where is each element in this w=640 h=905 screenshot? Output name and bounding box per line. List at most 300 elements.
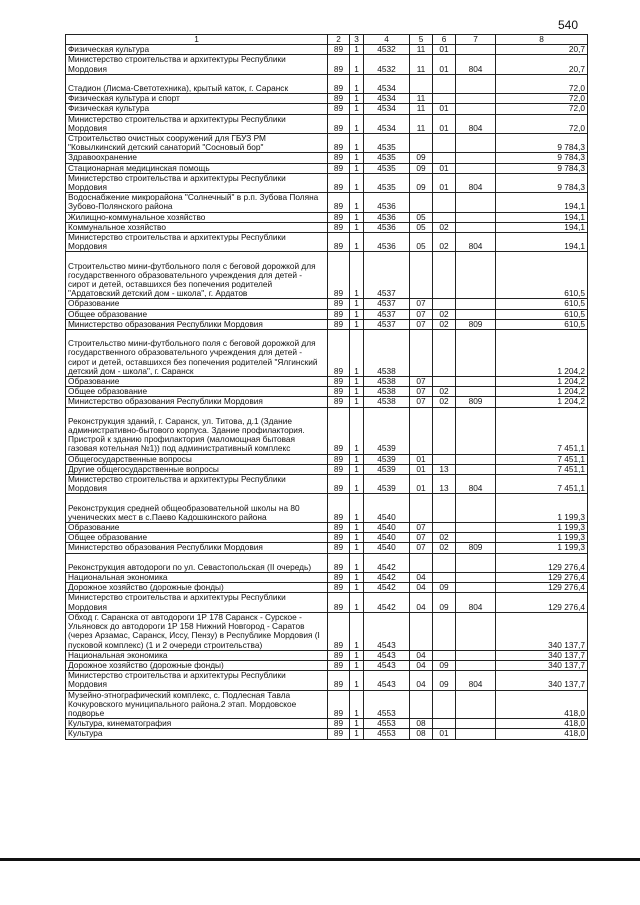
row-subsection: 13 <box>433 475 456 494</box>
row-ministry-code: 804 <box>456 593 496 612</box>
row-subsection: 01 <box>433 173 456 192</box>
row-name: Министерство образования Республики Мордовия <box>66 543 328 553</box>
row-code-3: 1 <box>350 729 364 739</box>
row-name: Общее образование <box>66 309 328 319</box>
row-code-3: 1 <box>350 104 364 114</box>
row-ministry-code <box>456 45 496 55</box>
row-code-2: 89 <box>328 650 350 660</box>
row-name: Министерство строительства и архитектуры Республики Мордовия <box>66 233 328 252</box>
row-ministry-code <box>456 690 496 719</box>
row-name: Дорожное хозяйство (дорожные фонды) <box>66 660 328 670</box>
row-code-3: 1 <box>350 543 364 553</box>
row-ministry-code <box>456 387 496 397</box>
row-subsection <box>433 407 456 454</box>
row-subsection: 01 <box>433 55 456 74</box>
row-subsection: 01 <box>433 114 456 133</box>
row-code-2: 89 <box>328 583 350 593</box>
page-number: 540 <box>558 18 579 32</box>
row-section <box>410 74 433 93</box>
row-subsection: 09 <box>433 593 456 612</box>
row-amount: 7 451,1 <box>496 407 588 454</box>
row-subsection: 09 <box>433 671 456 690</box>
row-code-2: 89 <box>328 454 350 464</box>
row-code-3: 1 <box>350 690 364 719</box>
row-target-code: 4534 <box>364 114 410 133</box>
row-ministry-code <box>456 104 496 114</box>
row-ministry-code: 804 <box>456 114 496 133</box>
row-code-3: 1 <box>350 650 364 660</box>
table-row <box>66 233 588 252</box>
row-amount: 1 199,3 <box>496 533 588 543</box>
row-code-2: 89 <box>328 319 350 329</box>
row-code-2: 89 <box>328 464 350 474</box>
row-name: Культура <box>66 729 328 739</box>
row-target-code: 4534 <box>364 94 410 104</box>
row-code-2: 89 <box>328 330 350 377</box>
row-section: 01 <box>410 454 433 464</box>
row-code-3: 1 <box>350 299 364 309</box>
row-target-code: 4536 <box>364 233 410 252</box>
row-amount: 610,5 <box>496 309 588 319</box>
row-ministry-code <box>456 212 496 222</box>
row-amount: 20,7 <box>496 55 588 74</box>
row-name: Строительство мини-футбольного поля с беговой дорожкой для государственного образовательного учреждения для детей - сирот и детей, оставшихся без попечения родителей "Ардатовский детский дом - школа", г. Ардатов <box>66 252 328 299</box>
row-code-2: 89 <box>328 309 350 319</box>
row-name: Реконструкция автодороги по ул. Севастопольская (II очередь) <box>66 553 328 572</box>
row-name: Министерство строительства и архитектуры Республики Мордовия <box>66 173 328 192</box>
row-ministry-code <box>456 163 496 173</box>
row-subsection <box>433 252 456 299</box>
table-header-row <box>66 35 588 45</box>
table-row <box>66 163 588 173</box>
row-section: 05 <box>410 212 433 222</box>
row-target-code: 4553 <box>364 729 410 739</box>
column-header: 6 <box>433 35 456 45</box>
row-code-3: 1 <box>350 583 364 593</box>
row-ministry-code <box>456 573 496 583</box>
column-header: 5 <box>410 35 433 45</box>
table-row <box>66 299 588 309</box>
row-section: 08 <box>410 729 433 739</box>
row-target-code: 4538 <box>364 330 410 377</box>
row-code-2: 89 <box>328 494 350 523</box>
table-row <box>66 330 588 377</box>
row-name: Реконструкция средней общеобразовательной школы на 80 ученических мест в с.Паево Кадошкинского района <box>66 494 328 523</box>
table-row <box>66 94 588 104</box>
row-subsection: 09 <box>433 660 456 670</box>
row-name: Физическая культура и спорт <box>66 94 328 104</box>
row-amount: 7 451,1 <box>496 475 588 494</box>
row-target-code: 4534 <box>364 74 410 93</box>
row-amount: 194,1 <box>496 212 588 222</box>
table-row <box>66 660 588 670</box>
row-amount: 340 137,7 <box>496 612 588 650</box>
row-target-code: 4543 <box>364 650 410 660</box>
row-section: 07 <box>410 309 433 319</box>
row-subsection <box>433 330 456 377</box>
row-amount: 72,0 <box>496 104 588 114</box>
table-row <box>66 671 588 690</box>
row-amount: 610,5 <box>496 319 588 329</box>
row-amount: 72,0 <box>496 94 588 104</box>
row-amount: 1 199,3 <box>496 543 588 553</box>
table-row <box>66 309 588 319</box>
row-code-3: 1 <box>350 475 364 494</box>
row-amount: 9 784,3 <box>496 134 588 153</box>
row-code-2: 89 <box>328 163 350 173</box>
row-section: 07 <box>410 299 433 309</box>
row-subsection: 01 <box>433 45 456 55</box>
table-row <box>66 729 588 739</box>
row-ministry-code <box>456 377 496 387</box>
row-subsection <box>433 523 456 533</box>
table-row <box>66 543 588 553</box>
row-code-2: 89 <box>328 299 350 309</box>
row-name: Министерство строительства и архитектуры Республики Мордовия <box>66 55 328 74</box>
row-ministry-code <box>456 299 496 309</box>
row-ministry-code <box>456 222 496 232</box>
row-target-code: 4540 <box>364 523 410 533</box>
table-row <box>66 553 588 572</box>
row-code-3: 1 <box>350 523 364 533</box>
row-ministry-code <box>456 309 496 319</box>
row-target-code: 4539 <box>364 454 410 464</box>
column-header: 7 <box>456 35 496 45</box>
column-header: 8 <box>496 35 588 45</box>
row-ministry-code <box>456 533 496 543</box>
row-target-code: 4542 <box>364 553 410 572</box>
row-code-2: 89 <box>328 233 350 252</box>
row-section: 05 <box>410 233 433 252</box>
row-subsection <box>433 612 456 650</box>
row-code-3: 1 <box>350 74 364 93</box>
table-row <box>66 690 588 719</box>
table-row <box>66 464 588 474</box>
row-target-code: 4543 <box>364 660 410 670</box>
row-amount: 129 276,4 <box>496 583 588 593</box>
row-code-2: 89 <box>328 671 350 690</box>
row-name: Общее образование <box>66 533 328 543</box>
row-amount: 7 451,1 <box>496 454 588 464</box>
row-section: 08 <box>410 719 433 729</box>
row-code-2: 89 <box>328 387 350 397</box>
row-name: Другие общегосударственные вопросы <box>66 464 328 474</box>
row-subsection <box>433 494 456 523</box>
row-section: 07 <box>410 377 433 387</box>
row-ministry-code <box>456 660 496 670</box>
row-code-2: 89 <box>328 407 350 454</box>
row-name: Министерство строительства и архитектуры Республики Мордовия <box>66 475 328 494</box>
row-code-3: 1 <box>350 94 364 104</box>
table-row <box>66 612 588 650</box>
row-name: Министерство строительства и архитектуры Республики Мордовия <box>66 593 328 612</box>
row-code-2: 89 <box>328 523 350 533</box>
row-ministry-code <box>456 153 496 163</box>
table-row <box>66 407 588 454</box>
row-code-3: 1 <box>350 134 364 153</box>
row-name: Стадион (Лисма-Светотехника), крытый каток, г. Саранск <box>66 74 328 93</box>
row-code-3: 1 <box>350 612 364 650</box>
table-row <box>66 494 588 523</box>
row-section: 07 <box>410 387 433 397</box>
row-amount: 1 199,3 <box>496 494 588 523</box>
row-code-2: 89 <box>328 55 350 74</box>
row-target-code: 4537 <box>364 309 410 319</box>
row-section: 11 <box>410 45 433 55</box>
row-section: 11 <box>410 114 433 133</box>
row-code-2: 89 <box>328 690 350 719</box>
row-subsection <box>433 193 456 212</box>
row-amount: 129 276,4 <box>496 573 588 583</box>
row-code-3: 1 <box>350 660 364 670</box>
row-amount: 610,5 <box>496 299 588 309</box>
row-code-3: 1 <box>350 377 364 387</box>
row-code-2: 89 <box>328 114 350 133</box>
row-section: 05 <box>410 222 433 232</box>
row-name: Здравоохранение <box>66 153 328 163</box>
row-amount: 129 276,4 <box>496 593 588 612</box>
row-amount: 72,0 <box>496 74 588 93</box>
row-name: Общее образование <box>66 387 328 397</box>
row-code-3: 1 <box>350 233 364 252</box>
row-target-code: 4537 <box>364 299 410 309</box>
table-row <box>66 377 588 387</box>
row-code-3: 1 <box>350 464 364 474</box>
row-section: 11 <box>410 55 433 74</box>
table-row <box>66 212 588 222</box>
row-code-3: 1 <box>350 319 364 329</box>
table-row <box>66 719 588 729</box>
row-amount: 610,5 <box>496 252 588 299</box>
row-amount: 340 137,7 <box>496 671 588 690</box>
row-target-code: 4534 <box>364 104 410 114</box>
row-subsection <box>433 454 456 464</box>
row-ministry-code <box>456 494 496 523</box>
row-code-3: 1 <box>350 173 364 192</box>
row-code-2: 89 <box>328 397 350 407</box>
table-row <box>66 114 588 133</box>
row-name: Министерство образования Республики Мордовия <box>66 319 328 329</box>
row-code-3: 1 <box>350 573 364 583</box>
row-target-code: 4532 <box>364 45 410 55</box>
row-amount: 9 784,3 <box>496 153 588 163</box>
row-ministry-code <box>456 464 496 474</box>
row-ministry-code <box>456 252 496 299</box>
row-code-3: 1 <box>350 222 364 232</box>
row-name: Образование <box>66 299 328 309</box>
table-row <box>66 650 588 660</box>
row-section <box>410 193 433 212</box>
row-amount: 9 784,3 <box>496 163 588 173</box>
row-section: 01 <box>410 464 433 474</box>
scan-edge-line <box>0 858 640 861</box>
row-subsection: 09 <box>433 583 456 593</box>
row-section: 01 <box>410 475 433 494</box>
row-name: Стационарная медицинская помощь <box>66 163 328 173</box>
row-code-2: 89 <box>328 222 350 232</box>
row-code-3: 1 <box>350 494 364 523</box>
row-subsection <box>433 299 456 309</box>
column-header: 4 <box>364 35 410 45</box>
table-row <box>66 533 588 543</box>
row-name: Общегосударственные вопросы <box>66 454 328 464</box>
table-row <box>66 153 588 163</box>
row-name: Музейно-этнографический комплекс, с. Подлесная Тавла Кочкуровского муниципального района.2 этап. Мордовское подворье <box>66 690 328 719</box>
row-name: Физическая культура <box>66 104 328 114</box>
row-section: 07 <box>410 523 433 533</box>
row-ministry-code: 804 <box>456 55 496 74</box>
row-name: Водоснабжение микрорайона "Солнечный" в р.п. Зубова Поляна Зубово-Полянского района <box>66 193 328 212</box>
row-subsection <box>433 553 456 572</box>
table-row <box>66 104 588 114</box>
row-target-code: 4539 <box>364 407 410 454</box>
row-ministry-code: 809 <box>456 543 496 553</box>
row-subsection <box>433 74 456 93</box>
row-ministry-code <box>456 729 496 739</box>
row-section <box>410 330 433 377</box>
row-code-3: 1 <box>350 212 364 222</box>
row-name: Министерство строительства и архитектуры Республики Мордовия <box>66 671 328 690</box>
table-row <box>66 252 588 299</box>
row-code-2: 89 <box>328 212 350 222</box>
row-amount: 1 204,2 <box>496 397 588 407</box>
row-subsection: 01 <box>433 729 456 739</box>
row-target-code: 4543 <box>364 671 410 690</box>
table-row <box>66 55 588 74</box>
table-row <box>66 397 588 407</box>
row-amount: 1 204,2 <box>496 387 588 397</box>
row-target-code: 4538 <box>364 397 410 407</box>
row-target-code: 4553 <box>364 719 410 729</box>
table-row <box>66 454 588 464</box>
row-section <box>410 553 433 572</box>
row-section: 07 <box>410 533 433 543</box>
table-row <box>66 593 588 612</box>
row-code-3: 1 <box>350 397 364 407</box>
row-target-code: 4535 <box>364 134 410 153</box>
row-section <box>410 690 433 719</box>
row-target-code: 4538 <box>364 387 410 397</box>
row-target-code: 4543 <box>364 612 410 650</box>
row-code-3: 1 <box>350 114 364 133</box>
row-subsection: 02 <box>433 387 456 397</box>
row-subsection <box>433 690 456 719</box>
row-subsection <box>433 153 456 163</box>
row-code-2: 89 <box>328 475 350 494</box>
row-ministry-code: 809 <box>456 319 496 329</box>
table-row <box>66 193 588 212</box>
budget-table <box>65 34 588 740</box>
row-subsection <box>433 94 456 104</box>
row-code-2: 89 <box>328 252 350 299</box>
row-ministry-code <box>456 583 496 593</box>
row-code-3: 1 <box>350 252 364 299</box>
table-row <box>66 475 588 494</box>
row-section: 09 <box>410 173 433 192</box>
row-code-2: 89 <box>328 543 350 553</box>
row-target-code: 4542 <box>364 593 410 612</box>
row-amount: 129 276,4 <box>496 553 588 572</box>
table-row <box>66 173 588 192</box>
row-code-2: 89 <box>328 612 350 650</box>
row-section: 11 <box>410 94 433 104</box>
row-target-code: 4537 <box>364 319 410 329</box>
row-ministry-code <box>456 193 496 212</box>
row-section: 11 <box>410 104 433 114</box>
row-code-3: 1 <box>350 454 364 464</box>
row-target-code: 4542 <box>364 573 410 583</box>
row-subsection: 01 <box>433 163 456 173</box>
row-code-3: 1 <box>350 330 364 377</box>
row-ministry-code <box>456 523 496 533</box>
row-ministry-code <box>456 553 496 572</box>
row-name: Коммунальное хозяйство <box>66 222 328 232</box>
row-name: Национальная экономика <box>66 573 328 583</box>
row-code-2: 89 <box>328 153 350 163</box>
row-subsection: 13 <box>433 464 456 474</box>
row-target-code: 4535 <box>364 163 410 173</box>
row-target-code: 4540 <box>364 543 410 553</box>
row-code-2: 89 <box>328 719 350 729</box>
row-name: Жилищно-коммунальное хозяйство <box>66 212 328 222</box>
row-code-3: 1 <box>350 309 364 319</box>
row-target-code: 4535 <box>364 173 410 192</box>
row-amount: 418,0 <box>496 690 588 719</box>
row-target-code: 4532 <box>364 55 410 74</box>
row-target-code: 4538 <box>364 377 410 387</box>
row-code-3: 1 <box>350 163 364 173</box>
table-row <box>66 387 588 397</box>
column-header: 2 <box>328 35 350 45</box>
row-code-2: 89 <box>328 45 350 55</box>
row-section <box>410 612 433 650</box>
row-subsection: 02 <box>433 543 456 553</box>
row-section: 04 <box>410 593 433 612</box>
row-section: 04 <box>410 671 433 690</box>
table-row <box>66 319 588 329</box>
row-subsection: 02 <box>433 309 456 319</box>
row-subsection: 02 <box>433 397 456 407</box>
row-ministry-code: 809 <box>456 397 496 407</box>
table-row <box>66 74 588 93</box>
row-subsection: 02 <box>433 533 456 543</box>
row-code-2: 89 <box>328 94 350 104</box>
row-amount: 9 784,3 <box>496 173 588 192</box>
row-name: Строительство очистных сооружений для ГБУЗ РМ "Ковылкинский детский санаторий "Сосновый бор" <box>66 134 328 153</box>
row-ministry-code <box>456 94 496 104</box>
row-amount: 340 137,7 <box>496 650 588 660</box>
row-code-2: 89 <box>328 729 350 739</box>
row-subsection <box>433 377 456 387</box>
row-target-code: 4553 <box>364 690 410 719</box>
row-ministry-code <box>456 719 496 729</box>
row-code-2: 89 <box>328 173 350 192</box>
table-row <box>66 134 588 153</box>
row-code-3: 1 <box>350 719 364 729</box>
row-name: Обход г. Саранска от автодороги 1Р 178 Саранск - Сурское - Ульяновск до автодороги 1Р 158 Нижний Новгород - Саратов (через Арзамас, Саранск, Иссу, Пензу) в Республике Мордовия (I пусковой комплекс) (1 и 2 очереди строительства) <box>66 612 328 650</box>
row-code-2: 89 <box>328 533 350 543</box>
table-row <box>66 45 588 55</box>
row-name: Министерство образования Республики Мордовия <box>66 397 328 407</box>
row-code-3: 1 <box>350 593 364 612</box>
row-code-3: 1 <box>350 671 364 690</box>
row-code-3: 1 <box>350 55 364 74</box>
row-amount: 72,0 <box>496 114 588 133</box>
row-section <box>410 494 433 523</box>
row-code-2: 89 <box>328 660 350 670</box>
row-ministry-code: 804 <box>456 475 496 494</box>
row-ministry-code <box>456 74 496 93</box>
